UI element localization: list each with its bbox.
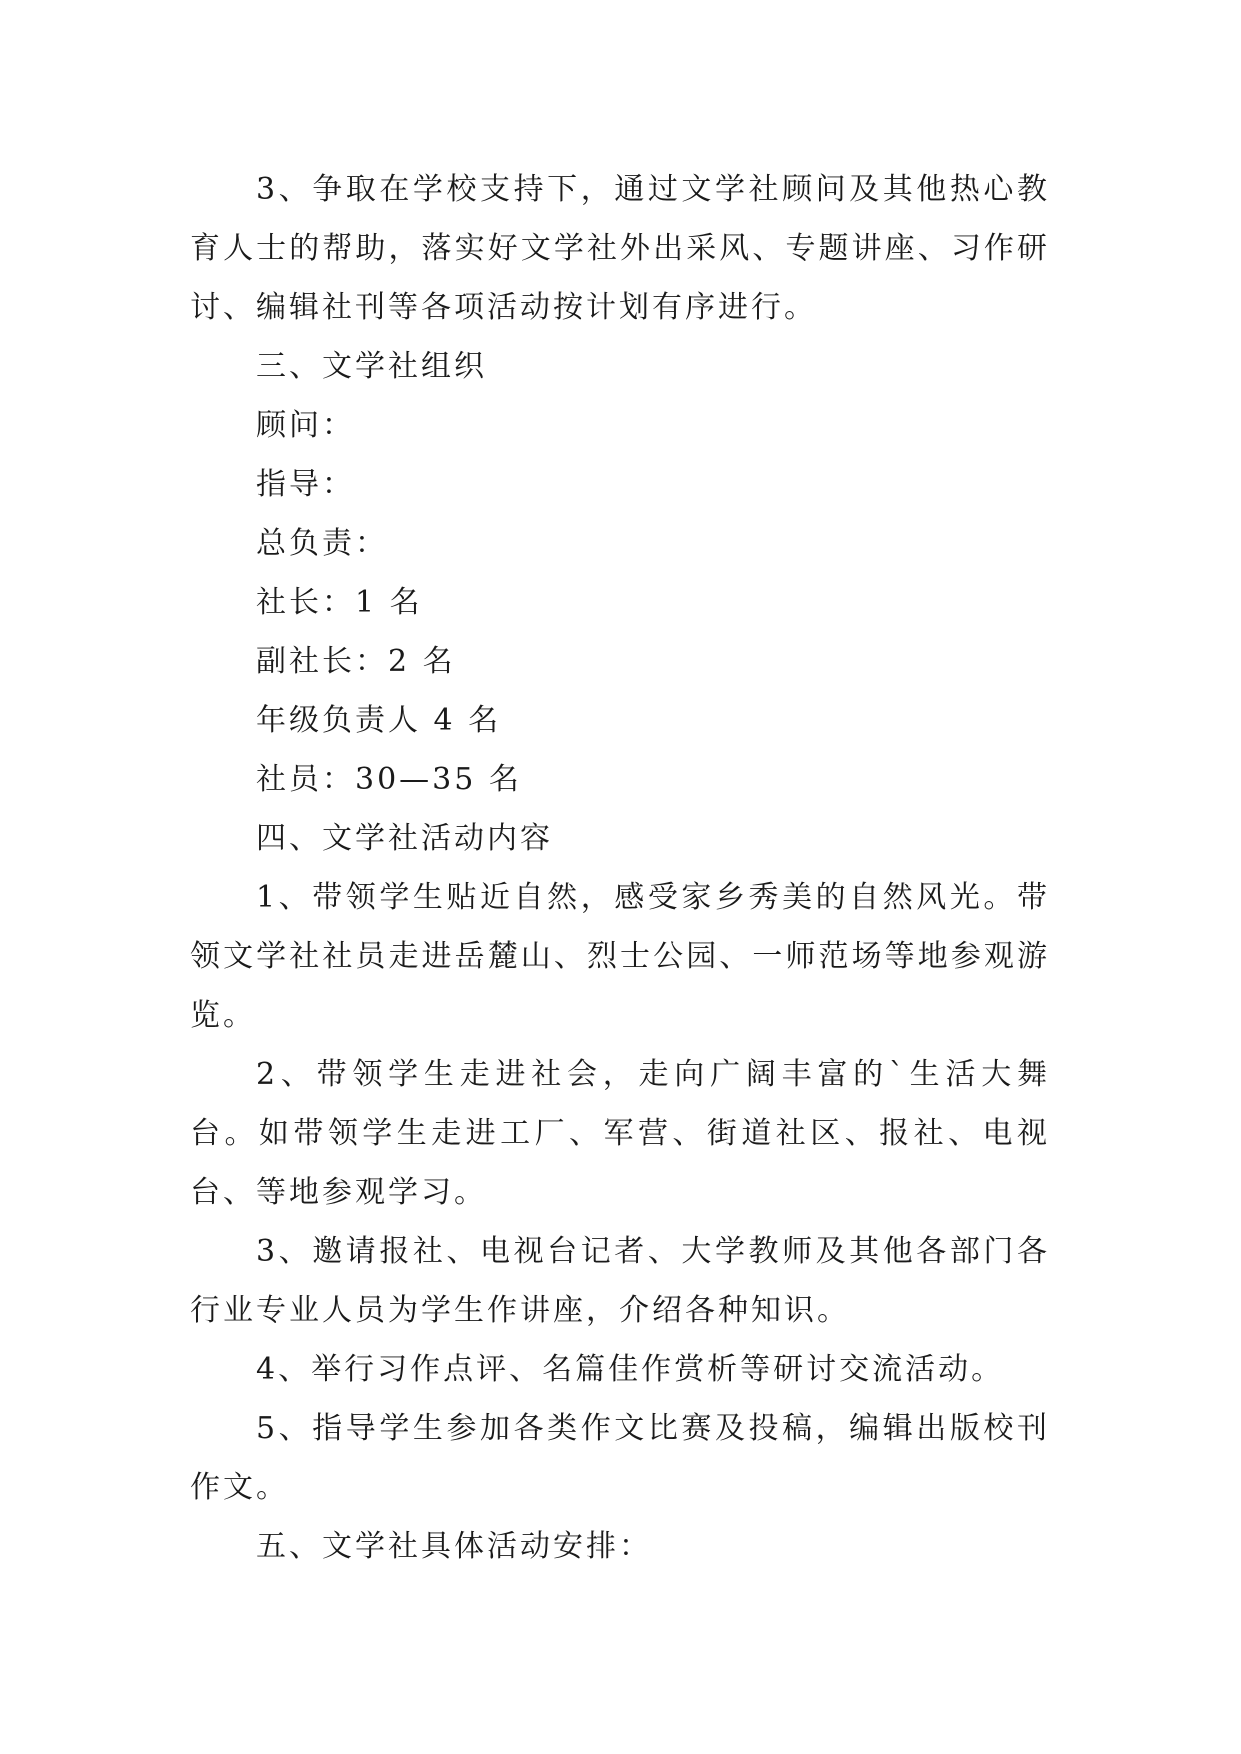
section-heading-activities: 四、文学社活动内容 bbox=[256, 821, 553, 856]
org-advisor: 顾问： bbox=[256, 408, 355, 443]
activity-item-3: 3、邀请报社、电视台记者、大学教师及其他各部门各行业专业人员为学生作讲座，介绍各种知识。 bbox=[190, 1234, 1050, 1328]
org-chief: 总负责： bbox=[256, 526, 388, 561]
activity-item-4: 4、举行习作点评、名篇佳作赏析等研讨交流活动。 bbox=[256, 1352, 1005, 1387]
org-guide: 指导： bbox=[256, 467, 355, 502]
activity-item-2: 2、带领学生走进社会，走向广阔丰富的`生活大舞台。如带领学生走进工厂、军营、街道社区、报社、电视台、等地参观学习。 bbox=[190, 1057, 1050, 1210]
section-heading-schedule: 五、文学社具体活动安排： bbox=[256, 1529, 652, 1564]
section-heading-organization: 三、文学社组织 bbox=[256, 349, 487, 384]
activity-item-5: 5、指导学生参加各类作文比赛及投稿，编辑出版校刊作文。 bbox=[190, 1411, 1050, 1505]
activity-item-1: 1、带领学生贴近自然，感受家乡秀美的自然风光。带领文学社社员走进岳麓山、烈士公园、一师范场等地参观游览。 bbox=[190, 880, 1050, 1033]
org-president: 社长：1 名 bbox=[256, 585, 423, 620]
org-vice-president: 副社长：2 名 bbox=[256, 644, 456, 679]
org-members: 社员：30—35 名 bbox=[256, 762, 522, 797]
org-grade-leaders: 年级负责人 4 名 bbox=[256, 703, 502, 738]
document-body bbox=[190, 160, 1050, 1576]
paragraph-activity-3-support: 3、争取在学校支持下，通过文学社顾问及其他热心教育人士的帮助，落实好文学社外出采风、专题讲座、习作研讨、编辑社刊等各项活动按计划有序进行。 bbox=[190, 172, 1050, 325]
